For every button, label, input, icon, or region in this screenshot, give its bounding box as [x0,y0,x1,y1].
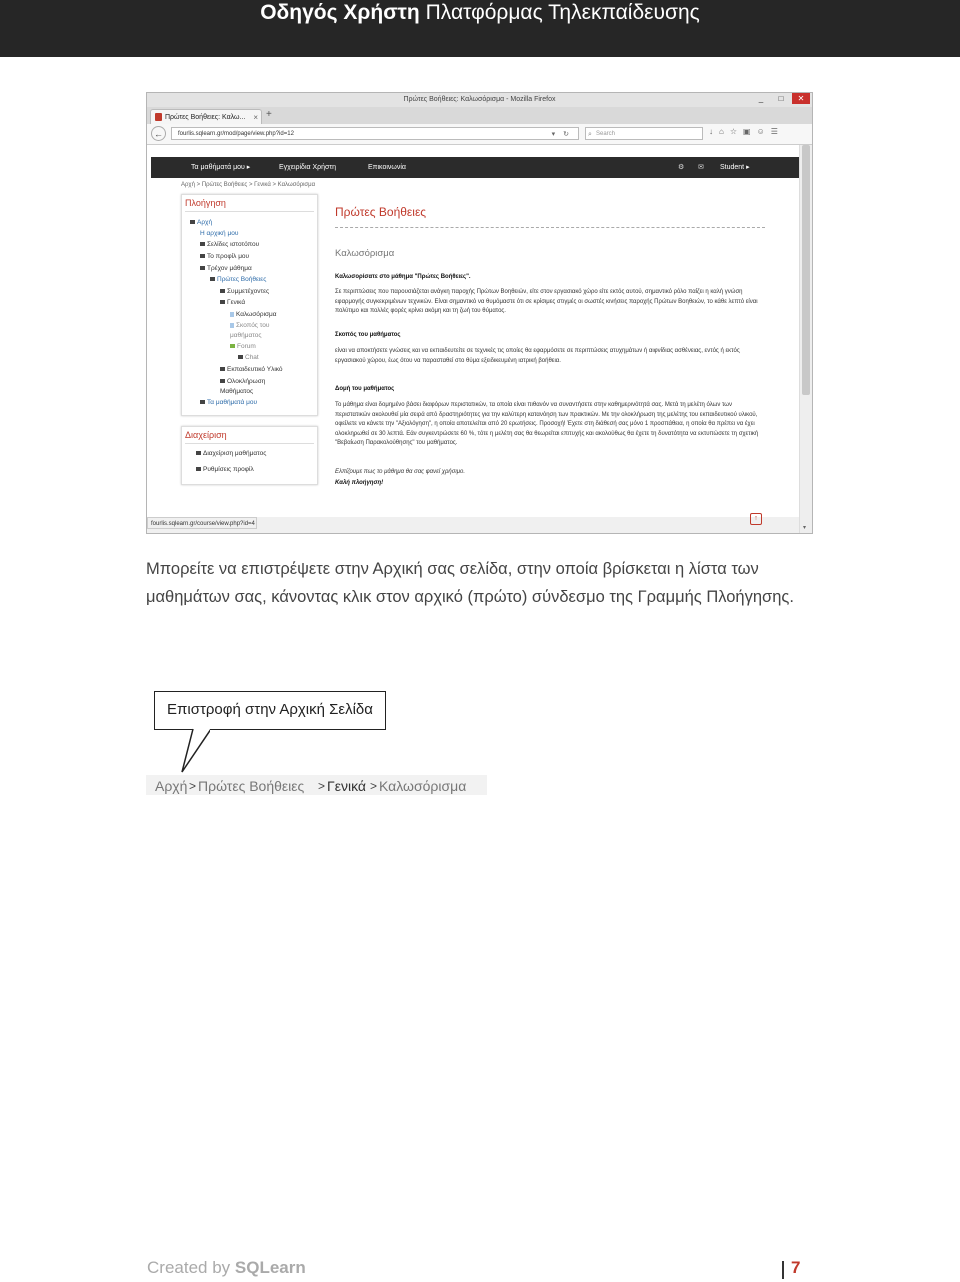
nav-item-current-course[interactable]: Τρέχον μάθημα [200,265,252,272]
new-tab-icon[interactable]: + [266,109,272,120]
structure-text: Το μάθημα είναι δομημένο βάσει διαφόρων περιστατικών, τα οποία είναι πιθανόν να συναντήσετε στην καθημερινότητά σας. Μετά τη μελέτη όλων των περιστατικών ακολουθεί μία σειρά από δραστηριότητες για την καλύτερη κατανόηση των πρακτικών. Με την ολοκλήρωση της μελέτης του εκπαιδευτικού υλικού, οφείλετε να κάνετε την "Αξιολόγηση", η οποία αποτελείται από 20 ερωτήσεις. Προσοχή! Έχετε στη διάθεσή σας μόνο 1 προσπάθεια, η οποία θα πρέπει να έχει ολοκληρωθεί σε 30 λεπτά. Εάν συγκεντρώσετε 60 %, τότε η μελέτη σας θα θεωρείται επιτυχής και ακολούθως θα έχετε τη δυνατότητα να εκτυπώσετε τη σχετική "Βεβαίωση Παρακολούθησης" του μαθήματος. [335,402,759,446]
back-icon[interactable]: ← [151,126,166,141]
nav-item-profile[interactable]: Το προφίλ μου [200,253,249,260]
footer-divider [782,1261,784,1279]
scroll-top-icon[interactable]: ↑ [750,513,762,525]
content-title: Πρώτες Βοήθειες [335,205,427,219]
nav-item-dashboard[interactable]: Η αρχική μου [200,230,239,237]
breadcrumb [146,775,487,795]
search-placeholder: Search [596,131,616,137]
url-bar[interactable] [171,127,579,140]
goal-title: Σκοπός του μαθήματος [335,332,401,338]
settings-icon[interactable]: ⚙ [678,164,685,171]
tab-bar [147,107,812,124]
navigation-block-title: Πλοήγηση [185,198,226,208]
admin-block-title: Διαχείριση [185,430,227,440]
url-text: fourlis.sqlearn.gr/mod/page/view.php?id=12 [178,131,294,137]
mail-icon[interactable]: ✉ [698,164,704,171]
nav-item-goal-cont: μαθήματος [230,332,262,339]
admin-item-profile[interactable]: Ρυθμίσεις προφίλ [196,466,254,473]
scroll-down-icon[interactable]: ▾ [803,525,807,531]
welcome-text: Καλωσορίσατε στο μάθημα "Πρώτες Βοήθειες". [335,274,471,280]
document-title: Οδηγός Χρήστη Πλατφόρμας Τηλεκπαίδευσης [260,1,700,24]
browser-tab[interactable] [150,109,262,124]
nav-item-course[interactable]: Πρώτες Βοήθειες [210,276,266,283]
closing-text: Ελπίζουμε πως το μάθημα θα σας φανεί χρήσιμο. [335,469,466,475]
window-titlebar [147,93,812,107]
intro-text: Σε περιπτώσεις που παρουσιάζεται ανάγκη παροχής Πρώτων Βοηθειών, είτε στον εργασιακό χώρο είτε εκτός αυτού, σημαντικό ρόλο παίζει η καλή γνώση εφαρμογής συγκεκριμένων τεχνικών. Είναι σημαντικό να θυμόμαστε ότι σε κρίσιμες στιγμές οι σωστές κινήσεις παροχής Πρώτων Βοηθειών, το κάθε λεπτό είναι πολύτιμο και πολλές φορές κρίνει ακόμη και τη ζωή του θύματος. [335,289,758,314]
callout-box [154,691,386,730]
scroll-thumb[interactable] [802,145,810,395]
scrollbar[interactable] [799,145,812,533]
structure-title: Δομή του μαθήματος [335,386,395,392]
nav-item-completion[interactable]: Ολοκλήρωση [220,378,265,385]
document-header [0,0,960,57]
breadcrumb-course[interactable]: Πρώτες Βοήθειες [198,778,305,794]
breadcrumb-page: Καλωσόρισμα [379,778,467,794]
maximize-button[interactable]: □ [778,94,784,103]
breadcrumb-sep: > [189,779,197,793]
tab-close-icon[interactable]: × [253,113,258,122]
nav-item-home[interactable]: Αρχή [190,219,212,226]
admin-block [181,426,318,485]
brand-name: SQLearn [234,1258,306,1277]
search-input[interactable] [585,127,703,140]
nav-item-chat[interactable]: Chat [238,354,259,361]
nav-contact[interactable]: Επικοινωνία [368,164,406,171]
nav-item-my-courses[interactable]: Τα μαθήματά μου [200,399,257,406]
search-icon: ⌕ [588,131,592,138]
breadcrumb-home[interactable]: Αρχή [155,778,188,794]
reload-icon[interactable]: ▾ ↻ [551,131,572,138]
body-paragraph: Μπορείτε να επιστρέψετε στην Αρχική σας σελίδα, στην οποία βρίσκεται η λίστα των μαθημάτων σας, κάνοντας κλικ στον αρχικό (πρώτο) σύνδεσμο της Γραμμής Πλοήγησης. [146,560,794,606]
goal-text: είναι να αποκτήσετε γνώσεις και να εκπαιδευτείτε σε τεχνικές τις οποίες θα εφαρμόσετε σε περιπτώσεις ατυχημάτων ή αιφνίδιας ασθένειας, εντός ή εκτός εργασιακού χώρου, έως ότου να παρασταθεί στο θύμα εξειδικευμένη ιατρική βοήθεια. [335,348,740,364]
nav-item-material[interactable]: Εκπαιδευτικό Υλικό [220,366,283,373]
nav-item-welcome[interactable]: Καλωσόρισμα [230,311,277,318]
minimize-button[interactable]: _ [758,94,764,103]
nav-item-site-pages[interactable]: Σελίδες ιστοτόπου [200,241,259,248]
signoff-text: Καλή πλοήγηση! [335,480,384,486]
breadcrumb-small[interactable]: Αρχή > Πρώτες Βοήθειες > Γενικά > Καλωσόρισμα [181,182,316,188]
nav-item-completion-cont: Μαθήματος [220,388,254,395]
nav-my-courses[interactable]: Τα μαθήματά μου ▸ [191,164,251,171]
admin-item-course[interactable]: Διαχείριση μαθήματος [196,450,266,457]
page-number: 7 [791,1258,801,1277]
favicon-icon [155,113,162,121]
user-menu[interactable]: Student ▸ [720,164,750,171]
section-title: Καλωσόρισμα [335,248,395,259]
breadcrumb-sep: > [318,779,326,793]
callout-text: Επιστροφή στην Αρχική Σελίδα [167,701,373,718]
nav-item-participants[interactable]: Συμμετέχοντες [220,288,269,295]
footer-credit: Created by SQLearn [147,1258,306,1277]
browser-screenshot [146,92,813,534]
web-page [147,145,799,517]
tab-label: Πρώτες Βοήθειες: Καλω... [165,114,246,121]
status-bar: fourlis.sqlearn.gr/course/view.php?id=4 [147,517,257,529]
nav-item-forum[interactable]: Forum [230,343,256,350]
nav-item-goal[interactable]: Σκοπός του [230,322,269,329]
site-navbar [151,157,801,178]
nav-item-general[interactable]: Γενικά [220,299,245,306]
toolbar-icons[interactable]: ↓⌂☆▣☺☰ [709,127,784,136]
callout-tail [150,728,210,778]
navigation-block [181,194,318,416]
close-button[interactable]: ✕ [792,93,810,104]
browser-navbar [147,124,812,145]
window-title: Πρώτες Βοήθειες: Καλωσόρισμα - Mozilla Firefox [403,96,556,103]
breadcrumb-sep: > [370,779,378,793]
nav-manuals[interactable]: Εγχειρίδια Χρήστη [279,164,337,171]
breadcrumb-section[interactable]: Γενικά [327,778,366,794]
